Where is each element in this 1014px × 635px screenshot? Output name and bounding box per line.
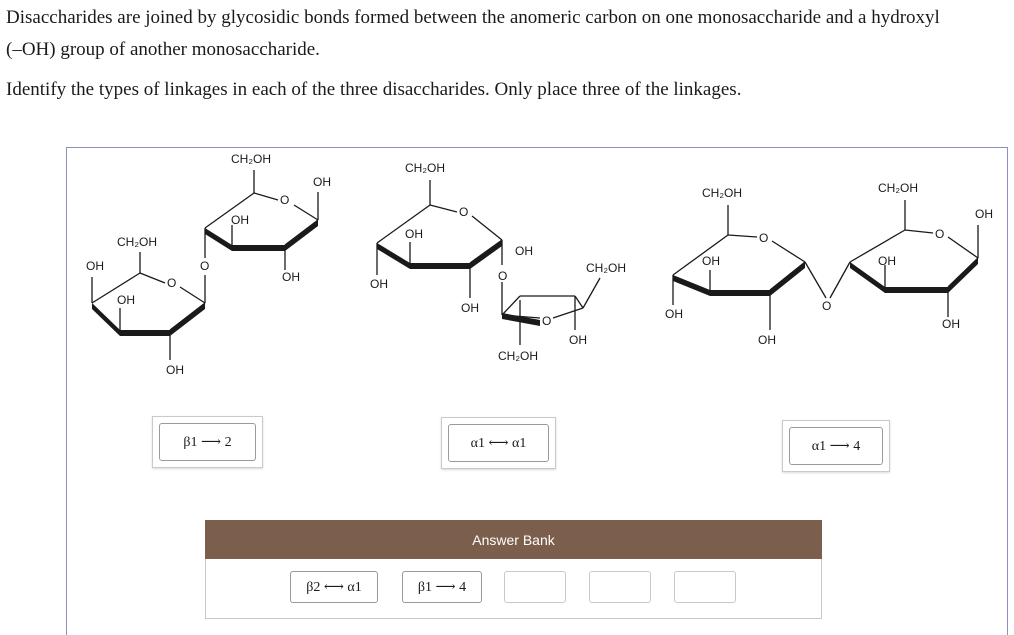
linkage-target-1[interactable] (152, 416, 263, 468)
label-oh: OH (758, 333, 776, 347)
structure-1-labels (86, 152, 331, 377)
prompt-question: Identify the types of linkages in each of the three disaccharides. Only place three of the linkages. (6, 79, 742, 100)
label-o: O (459, 205, 469, 219)
label-oh: OH (665, 307, 683, 321)
label-oh: OH (117, 293, 135, 307)
linkage-target-3[interactable] (782, 420, 890, 472)
label-oh: OH (515, 244, 533, 258)
label-oh: OH (405, 227, 423, 241)
label-oh: OH (942, 317, 960, 331)
linkage-target-2[interactable] (441, 417, 556, 469)
linkage-chip-alpha1-4[interactable]: α1 ⟶ 4 (789, 427, 883, 465)
answer-bank-header: Answer Bank (205, 520, 822, 559)
label-oh: OH (86, 259, 104, 273)
linkage-chip-beta1-2[interactable]: β1 ⟶ 2 (159, 423, 256, 461)
structure-3-labels (665, 181, 993, 347)
label-oh: OH (313, 175, 331, 189)
label-oh: OH (461, 301, 479, 315)
label-o: O (759, 231, 769, 245)
label-oh: OH (370, 277, 388, 291)
label-ch2oh: CH₂OH (878, 181, 918, 195)
label-ch2oh: CH₂OH (498, 349, 538, 363)
label-oh: OH (569, 333, 587, 347)
label-oh: OH (975, 207, 993, 221)
sucrose-glucose-ring (92, 252, 205, 360)
label-oh: OH (702, 254, 720, 268)
bank-chip-beta2-alpha1[interactable]: β2 ⟷ α1 (290, 571, 378, 603)
label-ch2oh: CH₂OH (405, 161, 445, 175)
label-oh: OH (231, 213, 249, 227)
bank-empty-slot[interactable] (674, 571, 736, 603)
label-ch2oh: CH₂OH (117, 235, 157, 249)
structure-2-labels (370, 161, 626, 363)
bank-empty-slot[interactable] (589, 571, 651, 603)
label-ch2oh: CH₂OH (702, 186, 742, 200)
label-o: O (200, 259, 210, 273)
linkage-chip-alpha1-alpha1[interactable]: α1 ⟷ α1 (448, 424, 549, 462)
label-oh: OH (282, 270, 300, 284)
trehalose-upper-ring (377, 180, 502, 298)
maltose-right-ring (830, 200, 978, 317)
label-o: O (498, 269, 508, 283)
sucrose-fructose-ring (205, 170, 318, 270)
label-o: O (935, 227, 945, 241)
bank-empty-slot[interactable] (504, 571, 566, 603)
label-o: O (280, 193, 290, 207)
label-o: O (542, 314, 552, 328)
label-o: O (822, 299, 832, 313)
bank-chip-beta1-4[interactable]: β1 ⟶ 4 (402, 571, 482, 603)
label-oh: OH (166, 363, 184, 377)
prompt-line-1: Disaccharides are joined by glycosidic bonds formed between the anomeric carbon on one monosaccharide and a hydroxyl (6, 7, 940, 28)
label-ch2oh: CH₂OH (231, 152, 271, 166)
label-o: O (167, 276, 177, 290)
prompt-line-2: (–OH) group of another monosaccharide. (6, 39, 320, 60)
label-oh: OH (878, 254, 896, 268)
label-ch2oh: CH₂OH (586, 261, 626, 275)
